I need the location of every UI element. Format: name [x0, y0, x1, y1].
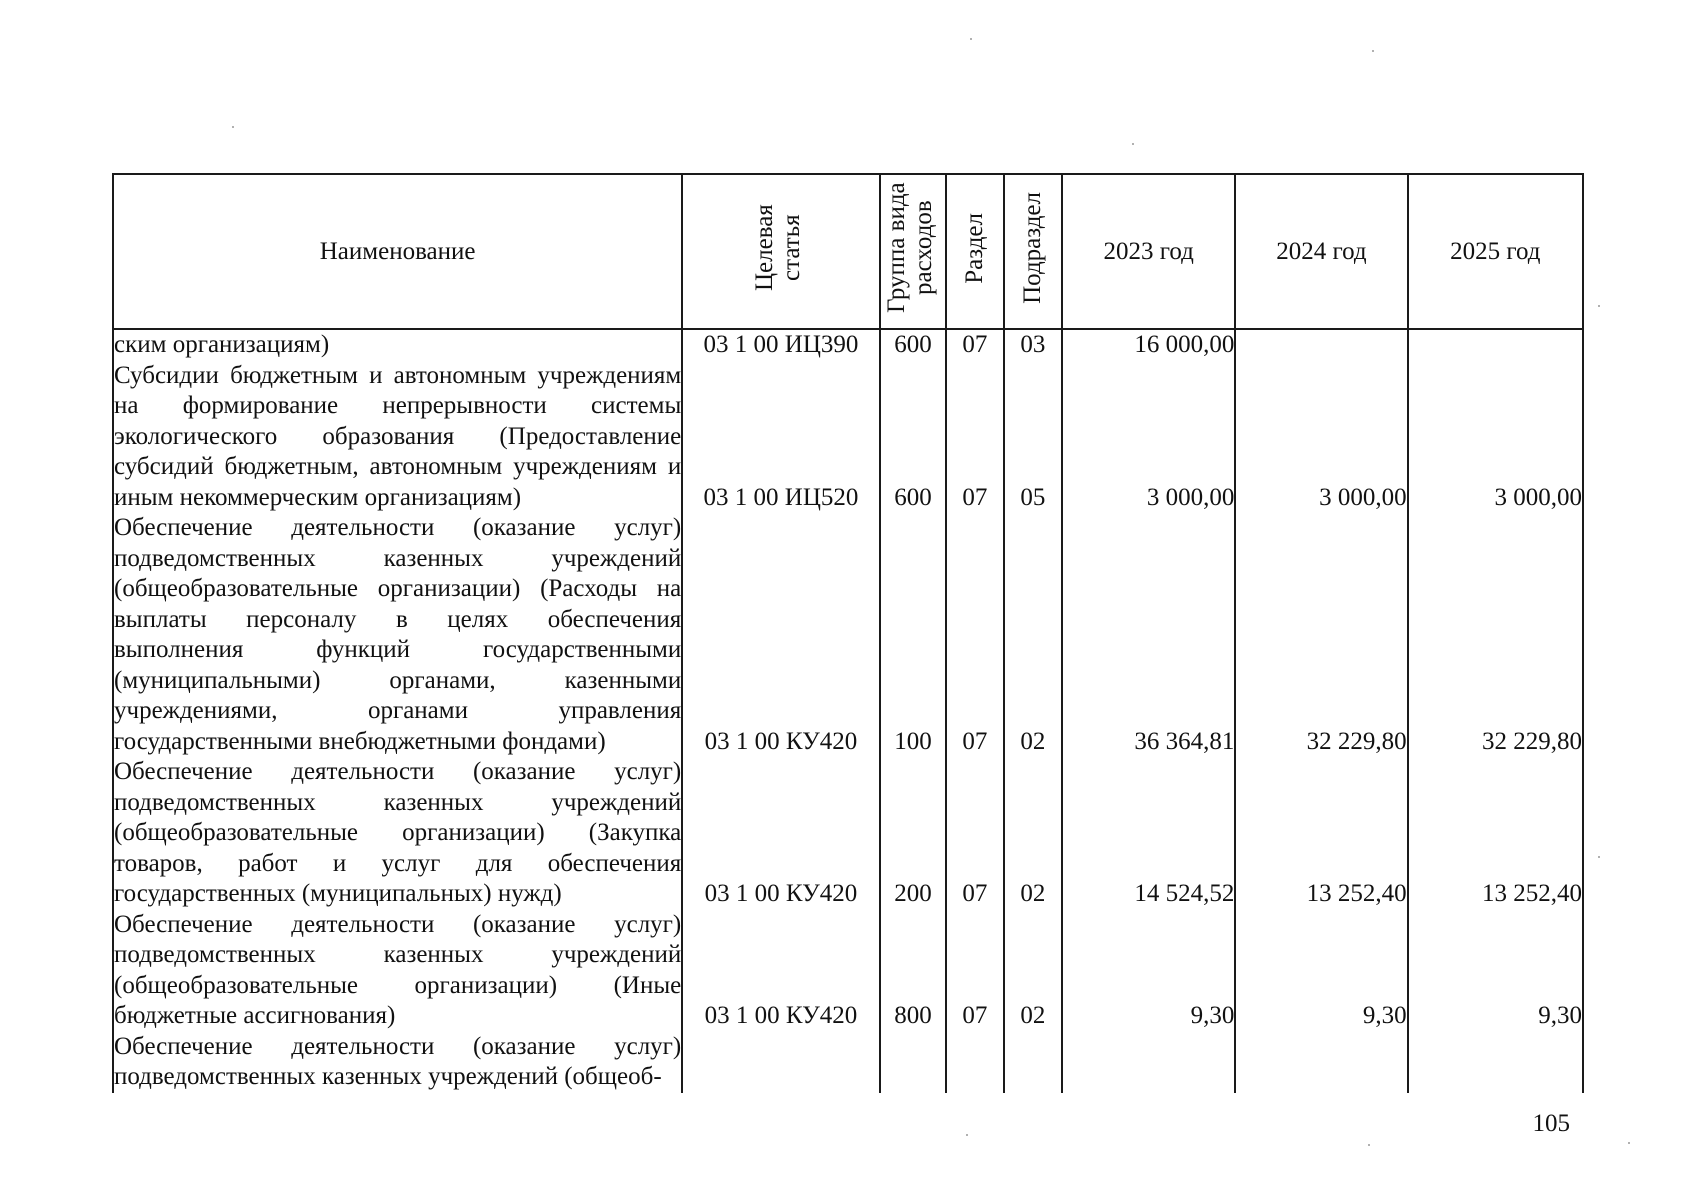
table-row — [113, 329, 1583, 361]
row-2024: 9,30 — [1235, 910, 1407, 1032]
scan-speck — [1598, 305, 1600, 307]
row-2023 — [1062, 1032, 1235, 1093]
row-group: 200 — [880, 757, 946, 910]
table-row — [113, 910, 1583, 1032]
row-group: 600 — [880, 361, 946, 514]
row-target — [682, 1032, 879, 1093]
row-2025 — [1408, 1032, 1583, 1093]
row-subsection: 02 — [1004, 910, 1062, 1032]
header-subsection: Подраздел — [1004, 174, 1062, 329]
row-2023: 3 000,00 — [1062, 361, 1235, 514]
row-2024: 3 000,00 — [1235, 361, 1407, 514]
row-2023: 9,30 — [1062, 910, 1235, 1032]
row-subsection: 02 — [1004, 757, 1062, 910]
row-section — [946, 1032, 1003, 1093]
table-row — [113, 1032, 1583, 1093]
header-2025: 2025 год — [1408, 174, 1583, 329]
row-2025: 32 229,80 — [1408, 513, 1583, 757]
row-name: Субсидии бюджетным и автономным учреждениям на формирование непрерывности системы экологического образования (Предоставление субсидий бюджетным, автономным учреждениям и иным некоммерческим организациям) — [113, 361, 682, 514]
row-name: Обеспечение деятельности (оказание услуг) подведомственных казенных учреждений (общеоб- — [113, 1032, 682, 1093]
header-target: Целевая статья — [682, 174, 879, 329]
row-group — [880, 1032, 946, 1093]
row-target: 03 1 00 ИЦ520 — [682, 361, 879, 514]
row-name: ским организациям) — [113, 329, 682, 361]
row-section: 07 — [946, 513, 1003, 757]
header-2023: 2023 год — [1062, 174, 1235, 329]
scan-speck — [1132, 143, 1134, 145]
row-2025 — [1408, 329, 1583, 361]
row-2025: 3 000,00 — [1408, 361, 1583, 514]
row-section: 07 — [946, 361, 1003, 514]
table-header — [113, 174, 1583, 329]
row-section: 07 — [946, 757, 1003, 910]
row-2025: 13 252,40 — [1408, 757, 1583, 910]
row-section: 07 — [946, 910, 1003, 1032]
table-row — [113, 513, 1583, 757]
row-subsection: 03 — [1004, 329, 1062, 361]
row-group: 600 — [880, 329, 946, 361]
row-target: 03 1 00 КУ420 — [682, 513, 879, 757]
row-name: Обеспечение деятельности (оказание услуг) подведомственных казенных учреждений (общеобразовательные организации) (Иные бюджетные ассигнования) — [113, 910, 682, 1032]
row-2023: 36 364,81 — [1062, 513, 1235, 757]
row-target: 03 1 00 КУ420 — [682, 910, 879, 1032]
scan-speck — [970, 38, 972, 40]
header-2024: 2024 год — [1235, 174, 1407, 329]
row-target: 03 1 00 ИЦ390 — [682, 329, 879, 361]
scan-speck — [1368, 1144, 1370, 1146]
header-group: Группа вида расходов — [880, 174, 946, 329]
table-row — [113, 361, 1583, 514]
row-2024 — [1235, 329, 1407, 361]
scan-speck — [232, 126, 234, 128]
page-number: 105 — [1532, 1110, 1570, 1137]
row-subsection — [1004, 1032, 1062, 1093]
table-row — [113, 757, 1583, 910]
row-group: 800 — [880, 910, 946, 1032]
row-target: 03 1 00 КУ420 — [682, 757, 879, 910]
row-name: Обеспечение деятельности (оказание услуг) подведомственных казенных учреждений (общеобразовательные организации) (Расходы на выплаты персоналу в целях обеспечения выполнения функций государственными (муниципальными) органами, казенными учреждениями, органами управления государственными внебюджетными фондами) — [113, 513, 682, 757]
scan-speck — [1372, 50, 1374, 52]
budget-table — [112, 173, 1584, 1093]
row-2024: 13 252,40 — [1235, 757, 1407, 910]
row-subsection: 02 — [1004, 513, 1062, 757]
row-2023: 16 000,00 — [1062, 329, 1235, 361]
row-subsection: 05 — [1004, 361, 1062, 514]
header-section: Раздел — [946, 174, 1003, 329]
row-name: Обеспечение деятельности (оказание услуг) подведомственных казенных учреждений (общеобразовательные организации) (Закупка товаров, работ и услуг для обеспечения государственных (муниципальных) нужд) — [113, 757, 682, 910]
scan-speck — [1628, 1142, 1630, 1144]
header-name: Наименование — [113, 174, 682, 329]
row-section: 07 — [946, 329, 1003, 361]
row-2023: 14 524,52 — [1062, 757, 1235, 910]
row-group: 100 — [880, 513, 946, 757]
row-2024: 32 229,80 — [1235, 513, 1407, 757]
scan-speck — [1598, 856, 1600, 858]
row-2025: 9,30 — [1408, 910, 1583, 1032]
scan-speck — [966, 1134, 968, 1136]
row-2024 — [1235, 1032, 1407, 1093]
